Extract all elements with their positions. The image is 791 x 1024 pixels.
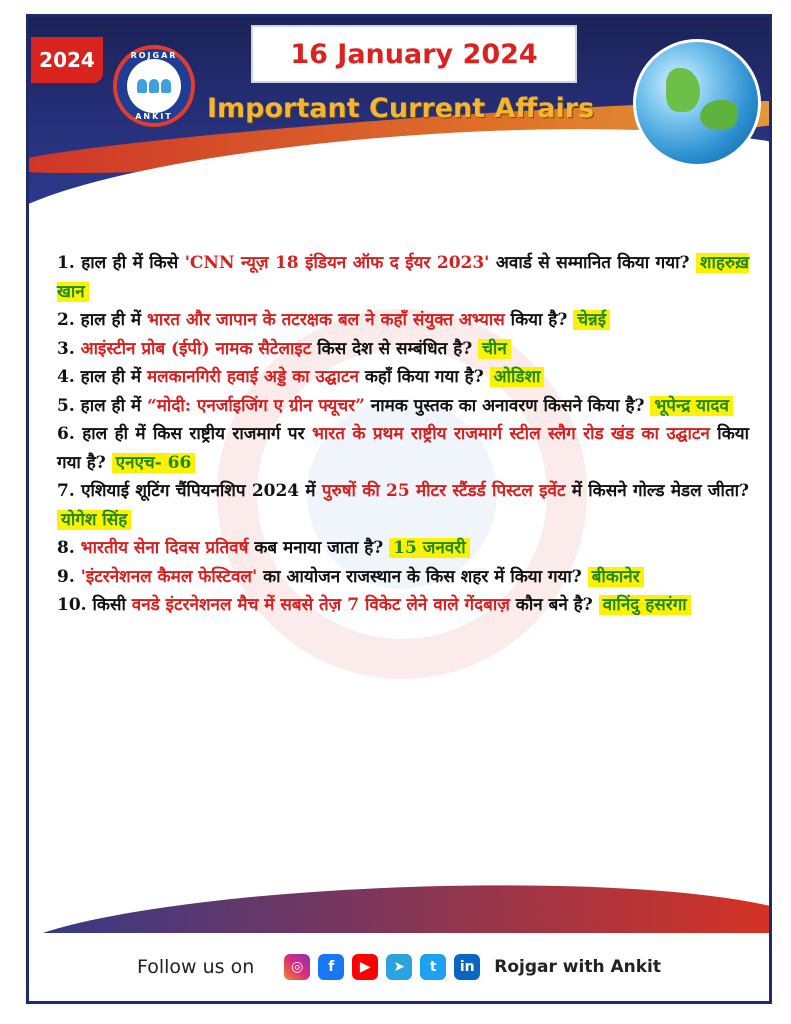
- question-item: [57, 563, 749, 592]
- question-text: 2.: [57, 310, 81, 330]
- youtube-icon[interactable]: ▶: [352, 954, 378, 980]
- question-list: [57, 249, 749, 620]
- follow-label: Follow us on: [136, 956, 255, 978]
- logo-center: [127, 59, 181, 113]
- channel-handle: Rojgar with Ankit: [494, 957, 662, 977]
- year-badge: 2024: [31, 37, 103, 83]
- question-text: अवार्ड से सम्मानित किया गया?: [489, 253, 696, 273]
- question-text: हाल ही में: [80, 367, 147, 387]
- question-text: का आयोजन राजस्थान के किस शहर में किया गया?: [257, 566, 588, 587]
- question-text: 10.: [57, 595, 93, 615]
- question-text: 4.: [57, 367, 81, 387]
- question-text: किस देश से सम्बंधित है?: [311, 338, 479, 359]
- question-text: हाल ही में: [80, 395, 147, 416]
- answer-highlight: चेन्नई: [573, 310, 610, 330]
- question-item: [57, 335, 749, 364]
- question-text: 8.: [57, 538, 81, 558]
- answer-highlight: शाहरुख़ खान: [57, 253, 749, 302]
- date-box: 16 January 2024: [251, 25, 577, 83]
- question-keyword: भारत और जापान के तटरक्षक बल ने कहाँ संयुक्त अभ्यास: [146, 310, 505, 330]
- question-item: [57, 591, 749, 620]
- globe-icon: [633, 39, 761, 167]
- answer-highlight: एनएच- 66: [112, 453, 196, 473]
- people-icon: [137, 79, 171, 93]
- question-text: किया है?: [504, 310, 574, 330]
- facebook-icon[interactable]: f: [318, 954, 344, 980]
- question-text: हाल ही में: [80, 310, 147, 330]
- page-title: Important Current Affairs: [207, 93, 595, 124]
- question-item: [57, 420, 749, 477]
- linkedin-icon[interactable]: in: [454, 954, 480, 980]
- question-item: [57, 249, 749, 306]
- question-keyword: 'CNN न्यूज़ 18 इंडियन ऑफ द ईयर 2023': [184, 253, 490, 273]
- question-text: 5.: [57, 395, 81, 416]
- question-text: 3.: [57, 338, 81, 359]
- question-keyword: “मोदी: एनर्जाइजिंग ए ग्रीन फ्यूचर”: [146, 395, 365, 416]
- question-text: हाल ही में किस राष्ट्रीय राजमार्ग पर: [82, 424, 312, 444]
- question-text: हाल ही में किसे: [81, 253, 185, 273]
- question-item: [57, 534, 749, 563]
- answer-highlight: ओडिशा: [490, 367, 545, 387]
- question-text: 9.: [57, 566, 81, 587]
- question-text: किसी: [92, 595, 132, 615]
- page-frame: [26, 14, 772, 1004]
- question-item: [57, 477, 749, 534]
- instagram-icon[interactable]: ◎: [284, 954, 310, 980]
- question-text: कहाँ किया गया है?: [358, 367, 490, 387]
- question-keyword: 'इंटरनेशनल कैमल फेस्टिवल': [80, 566, 258, 587]
- question-keyword: भारत के प्रथम राष्ट्रीय राजमार्ग स्टील स्लैग रोड खंड का उद्घाटन: [311, 424, 710, 444]
- header-banner: [29, 17, 769, 207]
- question-text: में किसने गोल्ड मेडल जीता?: [565, 481, 749, 501]
- question-item: [57, 363, 749, 392]
- question-text: 6.: [57, 424, 83, 444]
- answer-highlight: बीकानेर: [588, 567, 644, 587]
- question-text: 1.: [57, 253, 82, 273]
- question-text: 7.: [57, 481, 82, 501]
- question-item: [57, 392, 749, 421]
- answer-highlight: वानिंदु हसरंगा: [599, 595, 691, 615]
- answer-highlight: भूपेन्द्र यादव: [650, 396, 733, 416]
- rojgar-with-ankit-logo: [113, 45, 195, 127]
- question-text: कौन बने है?: [509, 595, 599, 615]
- question-keyword: मलकानगिरी हवाई अड्डे का उद्घाटन: [146, 367, 359, 387]
- answer-highlight: 15 जनवरी: [389, 538, 469, 558]
- question-keyword: पुरुषों की 25 मीटर स्टैंडर्ड पिस्टल इवेंट: [321, 481, 566, 501]
- answer-highlight: योगेश सिंह: [57, 510, 131, 530]
- question-item: [57, 306, 749, 335]
- question-text: किया गया है?: [57, 424, 750, 473]
- question-text: नामक पुस्तक का अनावरण किसने किया है?: [364, 395, 651, 416]
- logo-text-top: ROJGAR: [130, 51, 178, 60]
- question-keyword: भारतीय सेना दिवस प्रतिवर्ष: [80, 538, 249, 558]
- footer-bar: [29, 933, 769, 1001]
- answer-highlight: चीन: [478, 339, 511, 359]
- question-text: कब मनाया जाता है?: [248, 538, 390, 558]
- logo-text-bottom: ANKIT: [135, 112, 173, 121]
- twitter-icon[interactable]: t: [420, 954, 446, 980]
- telegram-icon[interactable]: ➤: [386, 954, 412, 980]
- question-text: एशियाई शूटिंग चैंपियनशिप 2024 में: [81, 481, 322, 501]
- question-keyword: वनडे इंटरनेशनल मैच में सबसे तेज़ 7 विकेट लेने वाले गेंदबाज़: [131, 595, 510, 615]
- question-keyword: आइंस्टीन प्रोब (ईपी) नामक सैटेलाइट: [80, 338, 312, 359]
